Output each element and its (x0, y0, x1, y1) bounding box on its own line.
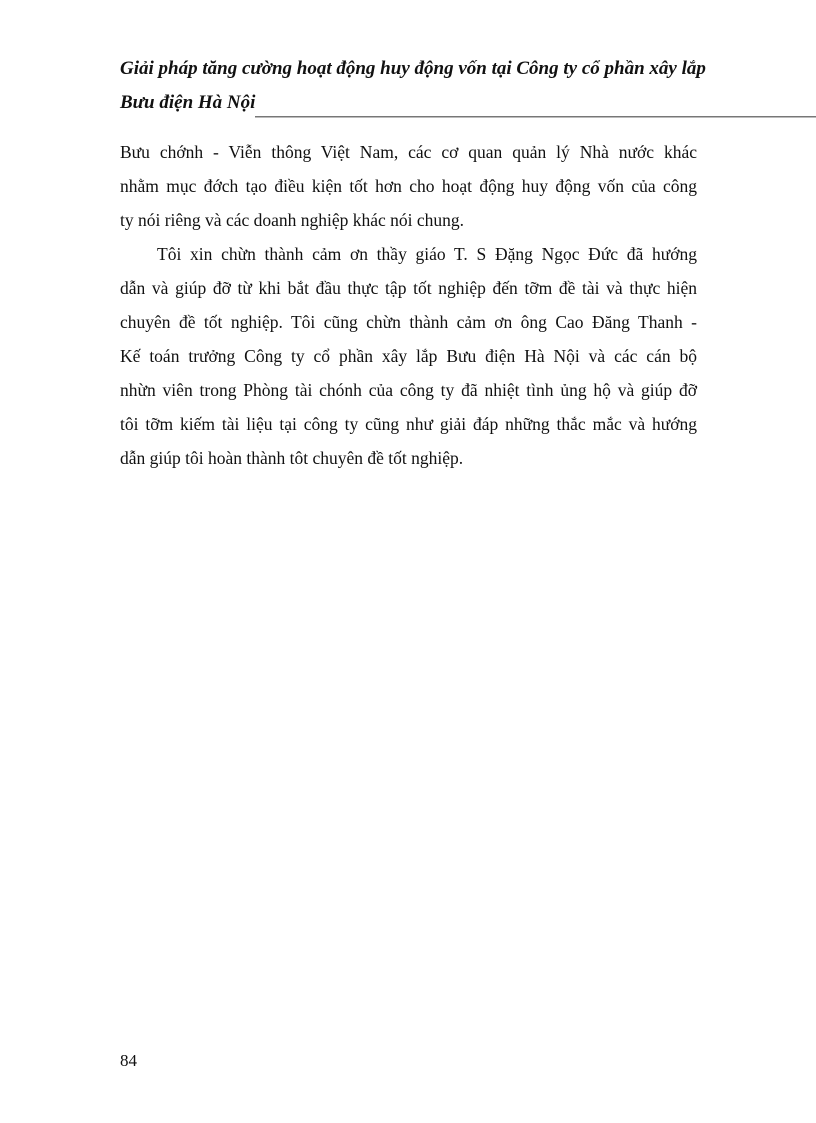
body-text (120, 135, 697, 475)
paragraph-2-line-3: chuyên đề tốt nghiệp. Tôi cũng chừn thành cảm ơn ông Cao Đăng Thanh - (120, 312, 697, 332)
paragraph-2-line-7: dẫn giúp tôi hoàn thành tôt chuyên đề tốt nghiệp. (120, 448, 464, 468)
running-header (120, 52, 720, 120)
paragraph-1-line-2: nhằm mục đớch tạo điều kiện tốt hơn cho hoạt động huy động vốn của công (120, 176, 697, 196)
header-title-line-1: Giải pháp tăng cường hoạt động huy động vốn tại Công ty cổ phần xây lắp (120, 58, 706, 79)
header-title-line-2: Bưu điện Hà Nội (120, 92, 256, 113)
paragraph-2-line-1: Tôi xin chừn thành cảm ơn thầy giáo T. S Đặng Ngọc Đức đã hướng (157, 244, 697, 264)
paragraph-2 (120, 237, 697, 475)
paragraph-2-line-6: tôi tỡm kiếm tài liệu tại công ty cũng như giải đáp những thắc mắc và hướng (120, 414, 697, 434)
paragraph-1 (120, 135, 697, 237)
paragraph-1-line-3: ty nói riêng và các doanh nghiệp khác nói chung. (120, 210, 465, 230)
paragraph-1-line-1: Bưu chớnh - Viễn thông Việt Nam, các cơ quan quản lý Nhà nước khác (120, 142, 697, 162)
paragraph-2-line-5: nhừn viên trong Phòng tài chónh của công ty đã nhiệt tình ủng hộ và giúp đỡ (120, 380, 697, 400)
paragraph-2-line-2: dẫn và giúp đỡ từ khi bắt đầu thực tập tốt nghiệp đến tỡm đề tài và thực hiện (120, 278, 697, 298)
header-divider (255, 116, 816, 118)
paragraph-2-line-4: Kế toán trưởng Công ty cổ phần xây lắp Bưu điện Hà Nội và các cán bộ (120, 346, 697, 366)
page-number: 84 (120, 1051, 137, 1070)
